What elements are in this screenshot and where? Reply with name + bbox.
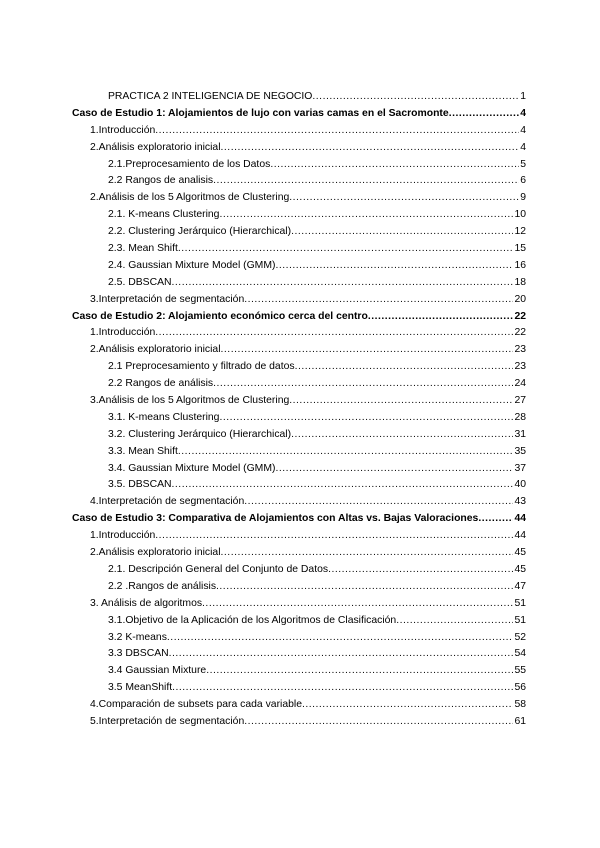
- toc-entry-title: 2.1 Preprocesamiento y filtrado de datos: [108, 361, 295, 373]
- toc-entry[interactable]: [72, 275, 526, 292]
- toc-entry-title: 3.5 MeanShift: [108, 682, 173, 694]
- toc-entry-title: 4.Comparación de subsets para cada variable: [90, 699, 302, 711]
- toc-entry[interactable]: [72, 89, 526, 106]
- toc-case-study-heading[interactable]: [72, 106, 526, 123]
- toc-entry[interactable]: [72, 224, 526, 241]
- toc-dot-leader: [270, 157, 519, 174]
- toc-page-number: 4: [520, 141, 526, 153]
- toc-page-number: 27: [514, 395, 526, 407]
- toc-page-number: 16: [514, 259, 526, 271]
- toc-page-number: 22: [514, 310, 526, 322]
- toc-page-number: 55: [514, 665, 526, 677]
- toc-entry[interactable]: [72, 376, 526, 393]
- toc-page-number: 45: [514, 563, 526, 575]
- toc-page-number: 58: [514, 699, 526, 711]
- toc-entry-title: 3.3. Mean Shift: [108, 445, 178, 457]
- toc-dot-leader: [167, 630, 514, 647]
- toc-dot-leader: [178, 241, 514, 258]
- toc-page-number: 4: [520, 107, 526, 119]
- toc-entry[interactable]: [72, 123, 526, 140]
- toc-dot-leader: [295, 359, 514, 376]
- toc-dot-leader: [244, 494, 513, 511]
- toc-entry[interactable]: [72, 258, 526, 275]
- toc-entry-title: Caso de Estudio 1: Alojamientos de lujo con varias camas en el Sacromonte: [72, 107, 449, 119]
- toc-dot-leader: [155, 123, 519, 140]
- toc-dot-leader: [302, 697, 513, 714]
- toc-page-number: 44: [514, 513, 526, 525]
- toc-entry-title: 3.3 DBSCAN: [108, 648, 169, 660]
- toc-page-number: 1: [520, 91, 526, 102]
- toc-page-number: 45: [514, 547, 526, 559]
- toc-page-number: 56: [514, 682, 526, 694]
- toc-page-number: 18: [514, 276, 526, 288]
- toc-dot-leader: [291, 224, 513, 241]
- toc-entry-title: 3.2. Clustering Jerárquico (Hierarchical): [108, 428, 292, 440]
- toc-entry-title: Caso de Estudio 3: Comparativa de Alojamientos con Altas vs. Bajas Valoraciones: [72, 513, 479, 525]
- toc-entry[interactable]: [72, 697, 526, 714]
- table-of-contents: [72, 89, 526, 731]
- toc-entry-title: 3.2 K-means: [108, 631, 167, 643]
- toc-page-number: 6: [520, 175, 526, 187]
- toc-entry[interactable]: [72, 613, 526, 630]
- toc-page-number: 28: [514, 411, 526, 423]
- toc-page-number: 51: [514, 597, 526, 609]
- toc-entry[interactable]: [72, 663, 526, 680]
- toc-dot-leader: [396, 613, 513, 630]
- toc-entry-title: 2.Análisis exploratorio inicial: [90, 344, 221, 356]
- toc-page-number: 52: [514, 631, 526, 643]
- toc-page-number: 10: [514, 209, 526, 221]
- toc-entry-title: 5.Interpretación de segmentación: [90, 715, 245, 727]
- toc-dot-leader: [216, 579, 513, 596]
- toc-entry[interactable]: [72, 410, 526, 427]
- toc-entry[interactable]: [72, 630, 526, 647]
- toc-case-study-heading[interactable]: [72, 309, 526, 326]
- toc-entry-title: 1.Introducción: [90, 327, 156, 339]
- toc-page-number: 5: [520, 158, 526, 170]
- toc-entry-title: 2.1.Preprocesamiento de los Datos: [108, 158, 271, 170]
- toc-page-number: 35: [514, 445, 526, 457]
- toc-page-number: 37: [514, 462, 526, 474]
- toc-entry[interactable]: [72, 359, 526, 376]
- toc-page-number: 31: [514, 428, 526, 440]
- toc-entry-title: 3.Interpretación de segmentación: [90, 293, 245, 305]
- toc-entry[interactable]: [72, 444, 526, 461]
- toc-entry[interactable]: [72, 393, 526, 410]
- toc-page-number: 24: [514, 378, 526, 390]
- toc-page-number: 4: [520, 124, 526, 136]
- toc-dot-leader: [312, 89, 519, 106]
- toc-page-number: 43: [514, 496, 526, 508]
- toc-entry-title: 2.2. Clustering Jerárquico (Hierarchical): [108, 226, 292, 238]
- toc-entry-title: 2.1. Descripción General del Conjunto de Datos: [108, 563, 329, 575]
- toc-entry[interactable]: [72, 596, 526, 613]
- toc-entry-title: 3.Análisis de los 5 Algoritmos de Clustering: [90, 395, 290, 407]
- toc-dot-leader: [219, 207, 513, 224]
- toc-dot-leader: [221, 140, 520, 157]
- toc-entry-title: 3.1.Objetivo de la Aplicación de los Algoritmos de Clasificación: [108, 614, 397, 626]
- toc-entry-title: 2.2 Rangos de análisis: [108, 378, 214, 390]
- toc-page-number: 23: [514, 361, 526, 373]
- toc-entry-title: Caso de Estudio 2: Alojamiento económico cerca del centro: [72, 310, 368, 322]
- toc-entry[interactable]: [72, 562, 526, 579]
- toc-entry[interactable]: [72, 241, 526, 258]
- toc-entry[interactable]: [72, 477, 526, 494]
- toc-entry-title: 2.2 .Rangos de análisis: [108, 580, 217, 592]
- toc-dot-leader: [328, 562, 513, 579]
- toc-entry[interactable]: [72, 528, 526, 545]
- toc-entry-title: 2.1. K-means Clustering: [108, 209, 220, 221]
- toc-page-number: 9: [520, 192, 526, 204]
- toc-page-number: 15: [514, 243, 526, 255]
- toc-entry[interactable]: [72, 190, 526, 207]
- toc-page-number: 44: [514, 530, 526, 542]
- toc-entry-title: PRACTICA 2 INTELIGENCIA DE NEGOCIO: [108, 91, 313, 102]
- toc-entry-title: 3.4. Gaussian Mixture Model (GMM): [108, 462, 276, 474]
- toc-dot-leader: [172, 275, 514, 292]
- toc-entry-title: 2.Análisis de los 5 Algoritmos de Clustering: [90, 192, 290, 204]
- toc-case-study-heading[interactable]: [72, 511, 526, 528]
- toc-entry-title: 3.1. K-means Clustering: [108, 411, 220, 423]
- toc-page-number: 22: [514, 327, 526, 339]
- toc-entry-title: 2.4. Gaussian Mixture Model (GMM): [108, 259, 276, 271]
- toc-entry[interactable]: [72, 494, 526, 511]
- toc-dot-leader: [221, 342, 514, 359]
- toc-page-number: 51: [514, 614, 526, 626]
- toc-entry-title: 2.3. Mean Shift: [108, 243, 178, 255]
- toc-entry[interactable]: [72, 579, 526, 596]
- toc-dot-leader: [275, 258, 513, 275]
- toc-dot-leader: [291, 427, 513, 444]
- toc-dot-leader: [172, 477, 514, 494]
- toc-page-number: 23: [514, 344, 526, 356]
- toc-entry-title: 1.Introducción: [90, 124, 156, 136]
- toc-entry[interactable]: [72, 342, 526, 359]
- toc-entry-title: 2.2 Rangos de analisis: [108, 175, 214, 187]
- toc-entry-title: 2.5. DBSCAN: [108, 276, 172, 288]
- toc-dot-leader: [213, 173, 519, 190]
- toc-dot-leader: [155, 325, 513, 342]
- toc-entry[interactable]: [72, 292, 526, 309]
- toc-page-number: 54: [514, 648, 526, 660]
- toc-entry[interactable]: [72, 680, 526, 697]
- toc-page-number: 12: [514, 226, 526, 238]
- toc-dot-leader: [449, 106, 520, 123]
- toc-page-number: 47: [514, 580, 526, 592]
- toc-entry[interactable]: [72, 325, 526, 342]
- toc-entry[interactable]: [72, 140, 526, 157]
- toc-dot-leader: [172, 680, 513, 697]
- toc-dot-leader: [206, 663, 513, 680]
- toc-entry-title: 3.4 Gaussian Mixture: [108, 665, 207, 677]
- toc-entry[interactable]: [72, 646, 526, 663]
- toc-entry-title: 3.5. DBSCAN: [108, 479, 172, 491]
- toc-entry[interactable]: [72, 545, 526, 562]
- toc-page-number: 40: [514, 479, 526, 491]
- toc-dot-leader: [244, 714, 513, 731]
- toc-entry-title: 2.Análisis exploratorio inicial: [90, 547, 221, 559]
- toc-dot-leader: [178, 444, 514, 461]
- toc-page-number: 20: [514, 293, 526, 305]
- toc-dot-leader: [289, 190, 519, 207]
- toc-dot-leader: [275, 461, 513, 478]
- toc-entry[interactable]: [72, 207, 526, 224]
- toc-dot-leader: [155, 528, 513, 545]
- toc-dot-leader: [478, 511, 513, 528]
- toc-entry[interactable]: [72, 157, 526, 174]
- toc-page-number: 61: [514, 715, 526, 727]
- toc-entry-title: 2.Análisis exploratorio inicial: [90, 141, 221, 153]
- toc-entry[interactable]: [72, 427, 526, 444]
- toc-entry-title: 1.Introducción: [90, 530, 156, 542]
- toc-dot-leader: [169, 646, 514, 663]
- toc-entry-title: 3. Análisis de algoritmos: [90, 597, 203, 609]
- toc-entry[interactable]: [72, 461, 526, 478]
- toc-dot-leader: [219, 410, 513, 427]
- toc-dot-leader: [213, 376, 513, 393]
- toc-dot-leader: [289, 393, 513, 410]
- toc-dot-leader: [202, 596, 513, 613]
- toc-dot-leader: [244, 292, 513, 309]
- toc-entry[interactable]: [72, 714, 526, 731]
- toc-dot-leader: [221, 545, 514, 562]
- toc-entry-title: 4.Interpretación de segmentación: [90, 496, 245, 508]
- toc-entry[interactable]: [72, 173, 526, 190]
- toc-dot-leader: [368, 309, 514, 326]
